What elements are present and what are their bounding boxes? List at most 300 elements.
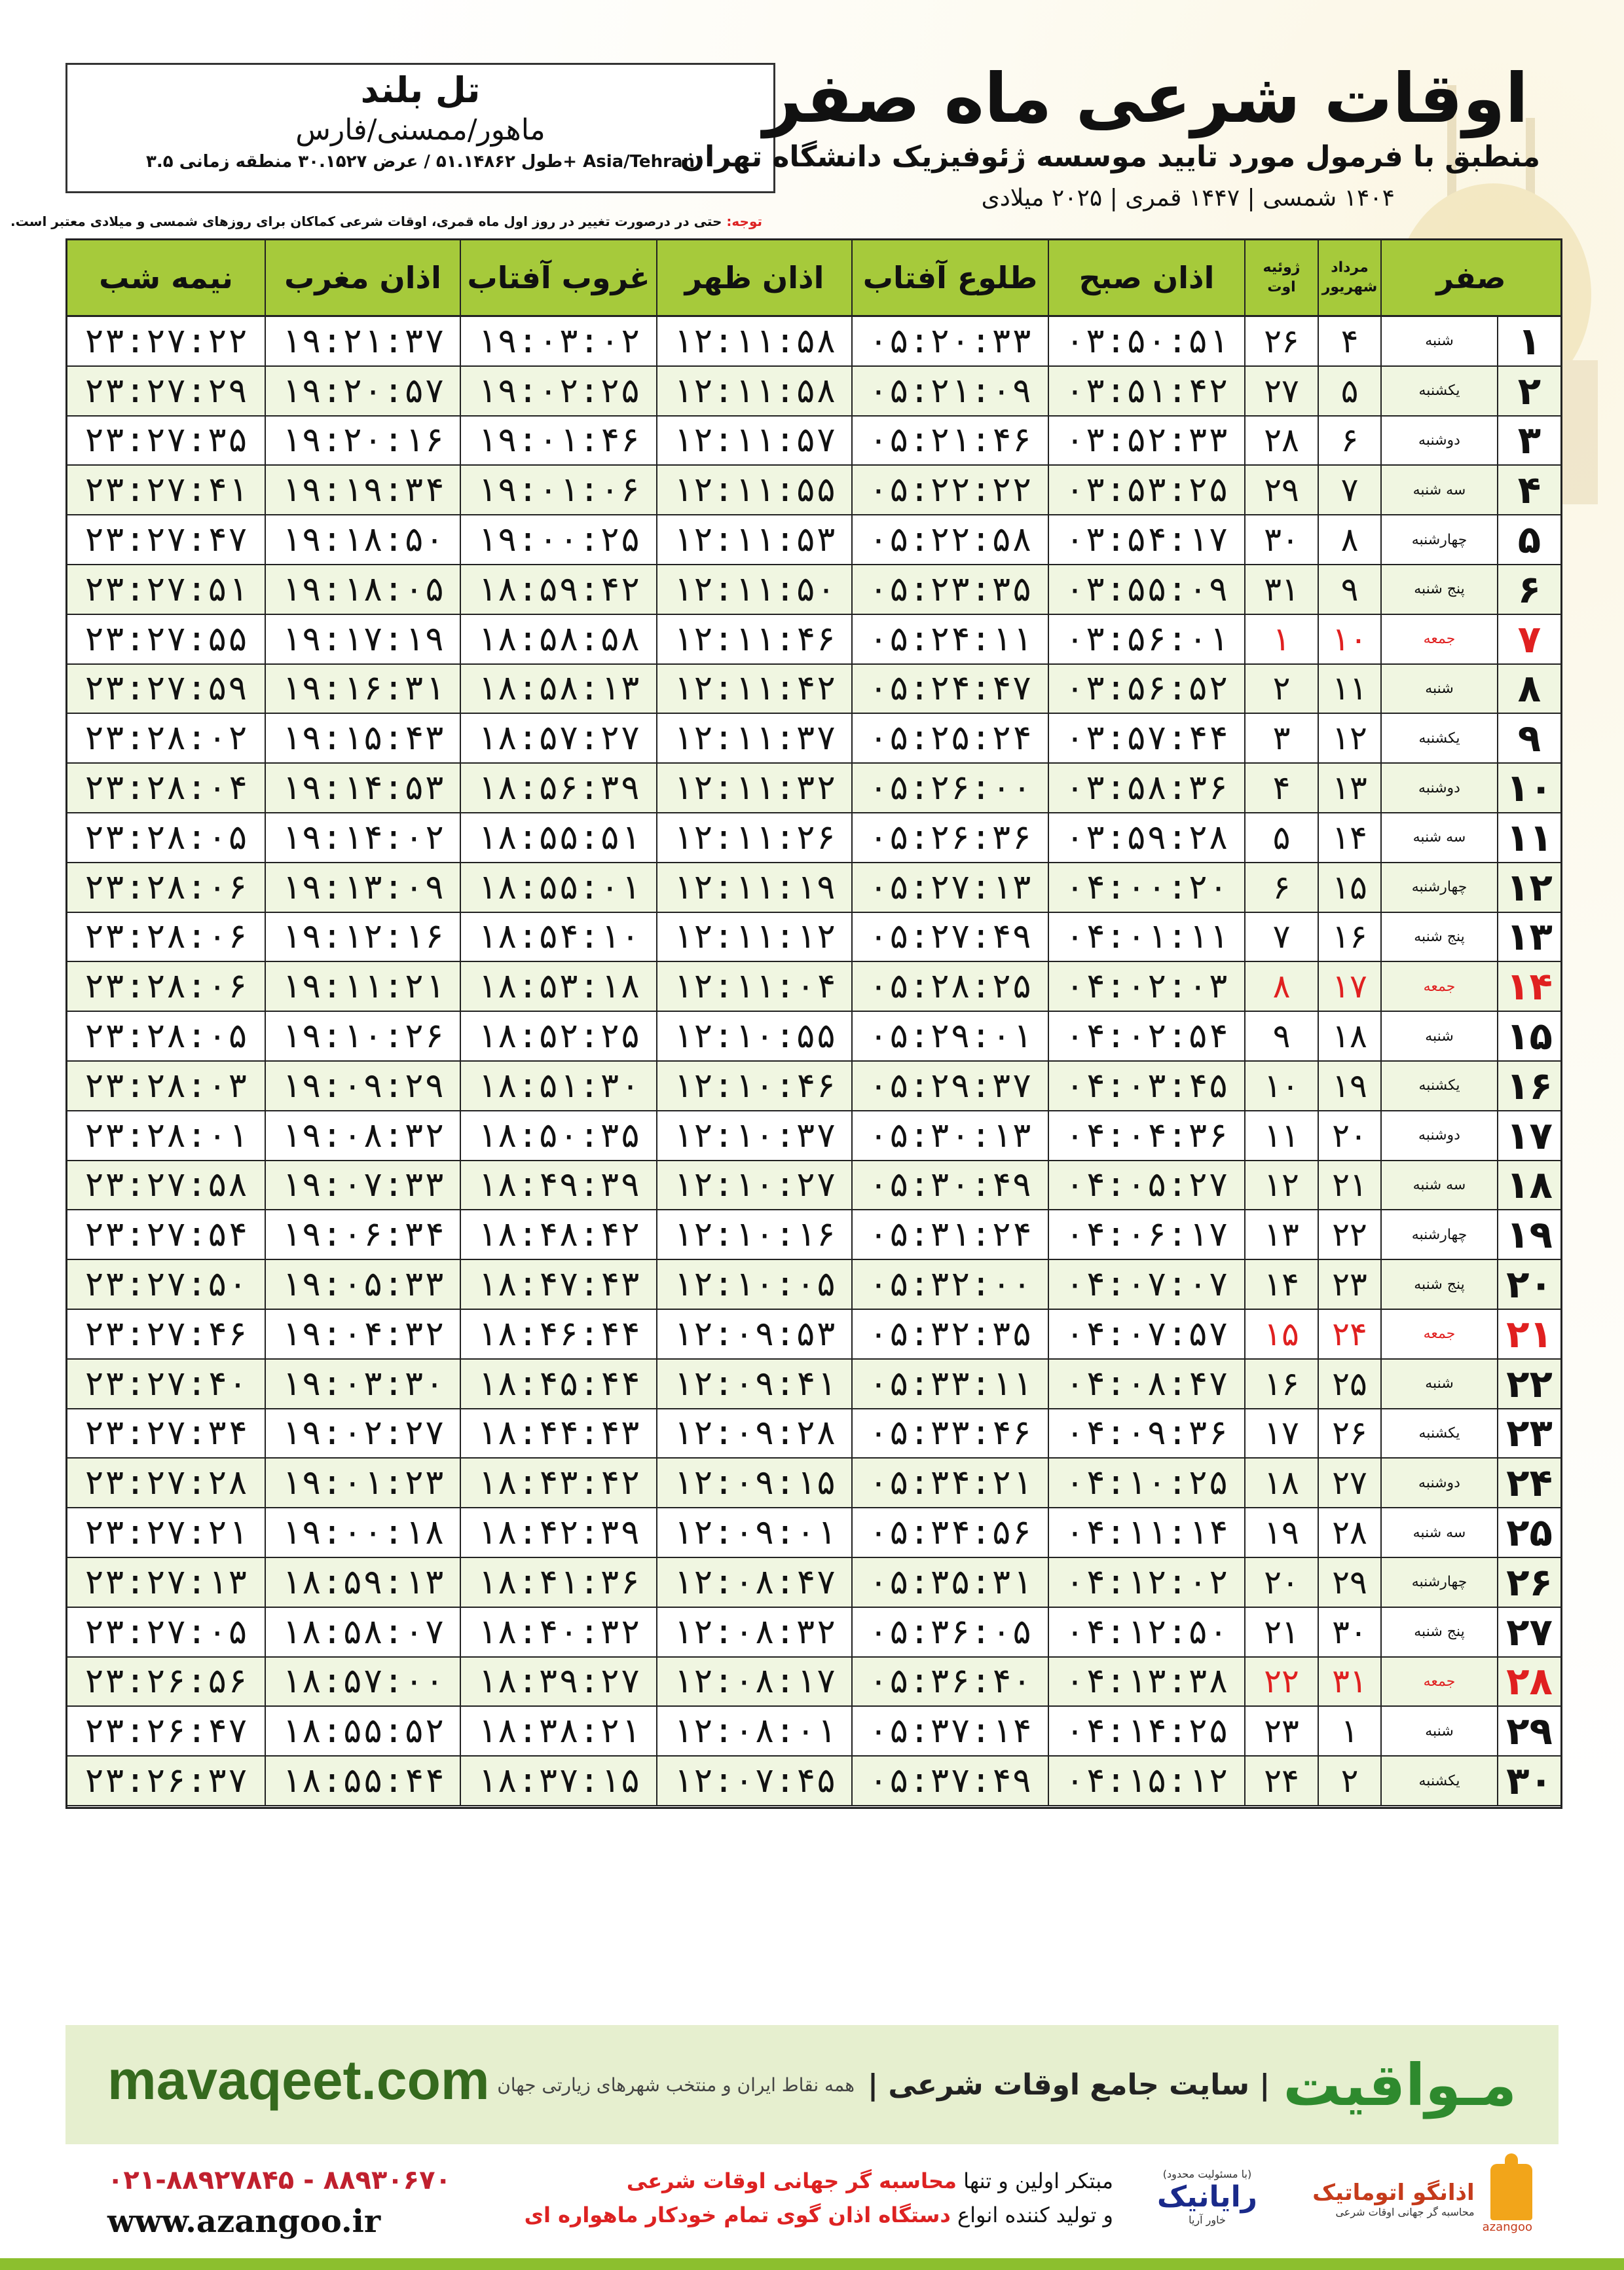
cell-day: ۲۶ <box>1497 1558 1560 1607</box>
cell-midnight: ۲۳:۲۸:۰۶ <box>84 917 248 957</box>
cell-midnight: ۲۳:۲۷:۴۷ <box>84 520 248 560</box>
cell-sh: ۴ <box>1318 317 1380 365</box>
cell-dhuhr: ۱۲:۱۱:۵۰ <box>656 565 851 614</box>
cell-dhuhr: ۱۲:۱۱:۵۵ <box>656 466 851 514</box>
cell-midnight: ۲۳:۲۷:۵۰ <box>84 1265 248 1305</box>
cell-sunrise: ۰۵:۳۶:۴۰ <box>851 1658 1048 1706</box>
cell-sunset: ۱۸:۵۸:۱۳ <box>460 665 656 713</box>
cell-sunset: ۱۹:۰۳:۰۲ <box>460 317 656 365</box>
cell-maghrib: ۱۹:۱۷:۱۹ <box>265 615 460 663</box>
cell-sh: ۳۰ <box>1318 1608 1380 1656</box>
cell-sh: ۲۹ <box>1318 1558 1380 1607</box>
cell-fajr: ۰۴:۰۵:۲۷ <box>1048 1161 1244 1210</box>
cell-fajr: ۰۴:۰۳:۴۵ <box>1048 1062 1244 1110</box>
cell-sunrise: ۰۵:۳۱:۲۴ <box>851 1210 1048 1259</box>
cell-midnight: ۲۳:۲۷:۲۹ <box>84 371 248 411</box>
cell-mi: ۲۱ <box>1244 1608 1318 1656</box>
cell-maghrib: ۱۹:۱۱:۲۱ <box>265 962 460 1011</box>
table-row <box>67 1161 1560 1211</box>
notice-text: حتی در درصورت تغییر در روز اول ماه قمری، اوقات شرعی کماکان برای روزهای شمسی و میلادی معتبر است. <box>10 214 722 229</box>
cell-dhuhr: ۱۲:۱۰:۵۵ <box>656 1012 851 1060</box>
cell-sunset: ۱۸:۴۷:۴۳ <box>460 1260 656 1309</box>
cell-midnight: ۲۳:۲۶:۳۷ <box>84 1761 248 1800</box>
cell-midnight: ۲۳:۲۷:۵۴ <box>84 1215 248 1255</box>
cell-fajr: ۰۴:۱۱:۱۴ <box>1048 1508 1244 1557</box>
cell-sh: ۱۴ <box>1318 813 1380 862</box>
cell-fajr: ۰۴:۰۲:۰۳ <box>1048 962 1244 1011</box>
cell-mi: ۳۱ <box>1244 565 1318 614</box>
cell-sh: ۱ <box>1318 1707 1380 1755</box>
table-row <box>67 764 1560 813</box>
cell-day: ۳ <box>1497 417 1560 465</box>
prayer-times-table <box>65 238 1562 1809</box>
table-row <box>67 367 1560 417</box>
cell-day: ۱ <box>1497 317 1560 365</box>
cell-weekday: شنبه <box>1380 317 1497 365</box>
cell-sh: ۱۰ <box>1318 615 1380 663</box>
cell-dhuhr: ۱۲:۱۰:۲۷ <box>656 1161 851 1210</box>
azangoo-url[interactable]: www.azangoo.ir <box>107 2203 381 2240</box>
cell-maghrib: ۱۹:۰۴:۳۲ <box>265 1310 460 1358</box>
cell-dhuhr: ۱۲:۱۱:۴۶ <box>656 615 851 663</box>
cell-sh: ۷ <box>1318 466 1380 514</box>
cell-sunrise: ۰۵:۳۳:۴۶ <box>851 1409 1048 1458</box>
azangoo-logo <box>1312 2164 1532 2234</box>
cell-sh: ۵ <box>1318 367 1380 415</box>
cell-fajr: ۰۴:۱۰:۲۵ <box>1048 1459 1244 1507</box>
cell-weekday: جمعه <box>1380 1310 1497 1358</box>
calendar-years: ۱۴۰۴ شمسی | ۱۴۴۷ قمری | ۲۰۲۵ میلادی <box>981 185 1395 212</box>
cell-day: ۱۱ <box>1497 813 1560 862</box>
cell-day: ۲۷ <box>1497 1608 1560 1656</box>
cell-sunrise: ۰۵:۲۸:۲۵ <box>851 962 1048 1011</box>
notice <box>10 214 762 229</box>
cell-mi: ۵ <box>1244 813 1318 862</box>
cell-maghrib: ۱۹:۱۸:۰۵ <box>265 565 460 614</box>
cell-fajr: ۰۳:۵۲:۳۳ <box>1048 417 1244 465</box>
cell-fajr: ۰۴:۰۰:۲۰ <box>1048 863 1244 912</box>
cell-midnight: ۲۳:۲۷:۲۱ <box>84 1513 248 1553</box>
cell-mi: ۱۶ <box>1244 1360 1318 1408</box>
table-row <box>67 466 1560 515</box>
cell-mi: ۲۷ <box>1244 367 1318 415</box>
cell-sunrise: ۰۵:۳۷:۴۹ <box>851 1757 1048 1805</box>
cell-sunrise: ۰۵:۲۶:۳۶ <box>851 813 1048 862</box>
cell-day: ۲۵ <box>1497 1508 1560 1557</box>
cell-sh: ۲۸ <box>1318 1508 1380 1557</box>
brand-logo: مـواقیت <box>1283 2051 1517 2119</box>
table-row <box>67 1757 1560 1806</box>
cell-mi: ۲۳ <box>1244 1707 1318 1755</box>
cell-fajr: ۰۴:۰۶:۱۷ <box>1048 1210 1244 1259</box>
promo-1b: محاسبه گر جهانی اوقات شرعی <box>626 2168 957 2193</box>
cell-weekday: چهارشنبه <box>1380 1210 1497 1259</box>
cell-day: ۱۶ <box>1497 1062 1560 1110</box>
cell-sunset: ۱۸:۳۹:۲۷ <box>460 1658 656 1706</box>
cell-mi: ۱۹ <box>1244 1508 1318 1557</box>
col-shamsi <box>1318 240 1380 315</box>
cell-sunrise: ۰۵:۳۴:۲۱ <box>851 1459 1048 1507</box>
cell-fajr: ۰۳:۵۳:۲۵ <box>1048 466 1244 514</box>
table-row <box>67 317 1560 367</box>
cell-fajr: ۰۴:۱۲:۰۲ <box>1048 1558 1244 1607</box>
table-row <box>67 1210 1560 1260</box>
cell-sh: ۶ <box>1318 417 1380 465</box>
cell-sunrise: ۰۵:۳۲:۰۰ <box>851 1260 1048 1309</box>
promo-1a: مبتکر اولین و تنها <box>956 2168 1113 2193</box>
cell-midnight: ۲۳:۲۷:۵۱ <box>84 569 248 609</box>
table-row <box>67 1409 1560 1459</box>
cell-fajr: ۰۴:۰۷:۰۷ <box>1048 1260 1244 1309</box>
cell-weekday: پنج شنبه <box>1380 1608 1497 1656</box>
cell-sunset: ۱۸:۵۹:۴۲ <box>460 565 656 614</box>
cell-weekday: سه شنبه <box>1380 1508 1497 1557</box>
cell-weekday: جمعه <box>1380 615 1497 663</box>
cell-dhuhr: ۱۲:۰۹:۴۱ <box>656 1360 851 1408</box>
cell-sunset: ۱۸:۴۳:۴۲ <box>460 1459 656 1507</box>
col-safar: صفر <box>1380 240 1560 315</box>
brand-line <box>497 2051 1517 2119</box>
cell-sunset: ۱۸:۴۸:۴۲ <box>460 1210 656 1259</box>
col-miladi-1: ژوئیه <box>1263 259 1301 276</box>
cell-midnight: ۲۳:۲۶:۵۶ <box>84 1662 248 1702</box>
rayanik-sub: خاور آریا <box>1189 2214 1226 2226</box>
cell-sunrise: ۰۵:۲۷:۴۹ <box>851 913 1048 961</box>
cell-day: ۴ <box>1497 466 1560 514</box>
promo-2a: و تولید کننده انواع <box>950 2203 1113 2227</box>
cell-midnight: ۲۳:۲۸:۰۴ <box>84 768 248 808</box>
cell-sunset: ۱۹:۰۰:۲۵ <box>460 515 656 564</box>
cell-midnight: ۲۳:۲۷:۵۸ <box>84 1165 248 1205</box>
cell-day: ۲۸ <box>1497 1658 1560 1706</box>
cell-dhuhr: ۱۲:۱۰:۰۵ <box>656 1260 851 1309</box>
col-shamsi-2: شهریور <box>1321 279 1378 295</box>
cell-sh: ۱۹ <box>1318 1062 1380 1110</box>
cell-day: ۱۰ <box>1497 764 1560 812</box>
cell-day: ۳۰ <box>1497 1757 1560 1805</box>
page-title: اوقات شرعی ماه صفر <box>763 58 1528 138</box>
cell-mi: ۸ <box>1244 962 1318 1011</box>
cell-fajr: ۰۴:۱۳:۳۸ <box>1048 1658 1244 1706</box>
cell-sh: ۲۳ <box>1318 1260 1380 1309</box>
table-row <box>67 1111 1560 1161</box>
cell-maghrib: ۱۹:۲۰:۵۷ <box>265 367 460 415</box>
cell-midnight: ۲۳:۲۷:۵۹ <box>84 669 248 709</box>
cell-sunrise: ۰۵:۲۱:۰۹ <box>851 367 1048 415</box>
table-row <box>67 1260 1560 1310</box>
cell-sunrise: ۰۵:۲۲:۲۲ <box>851 466 1048 514</box>
rayanik-name: رایانیک <box>1157 2180 1257 2214</box>
cell-maghrib: ۱۹:۱۲:۱۶ <box>265 913 460 961</box>
cell-midnight: ۲۳:۲۸:۰۵ <box>84 1016 248 1056</box>
cell-sunset: ۱۸:۵۵:۰۱ <box>460 863 656 912</box>
cell-weekday: یکشنبه <box>1380 1757 1497 1805</box>
table-row <box>67 1012 1560 1062</box>
cell-weekday: شنبه <box>1380 1012 1497 1060</box>
cell-day: ۱۸ <box>1497 1161 1560 1210</box>
rayanik-top: (با مسئولیت محدود) <box>1162 2168 1252 2180</box>
cell-sunrise: ۰۵:۳۵:۳۱ <box>851 1558 1048 1607</box>
cell-maghrib: ۱۹:۲۰:۱۶ <box>265 417 460 465</box>
cell-mi: ۱۲ <box>1244 1161 1318 1210</box>
cell-sunset: ۱۸:۵۴:۱۰ <box>460 913 656 961</box>
cell-fajr: ۰۴:۰۴:۳۶ <box>1048 1111 1244 1160</box>
cell-sunrise: ۰۵:۲۵:۲۴ <box>851 714 1048 762</box>
col-sunset: غروب آفتاب <box>460 240 656 315</box>
cell-sunrise: ۰۵:۳۷:۱۴ <box>851 1707 1048 1755</box>
cell-dhuhr: ۱۲:۰۸:۱۷ <box>656 1658 851 1706</box>
footer-contact <box>65 2155 1559 2246</box>
table-row <box>67 1310 1560 1360</box>
cell-sh: ۲ <box>1318 1757 1380 1805</box>
cell-weekday: پنج شنبه <box>1380 913 1497 961</box>
cell-maghrib: ۱۹:۱۴:۰۲ <box>265 813 460 862</box>
table-row <box>67 1707 1560 1757</box>
table-row <box>67 1508 1560 1558</box>
cell-day: ۲۳ <box>1497 1409 1560 1458</box>
phone-numbers: ۰۲۱-۸۸۹۲۷۸۴۵ - ۸۸۹۳۰۶۷۰ <box>107 2165 451 2195</box>
table-row <box>67 1558 1560 1608</box>
cell-maghrib: ۱۹:۰۳:۳۰ <box>265 1360 460 1408</box>
cell-midnight: ۲۳:۲۷:۲۲ <box>84 321 248 361</box>
azangoo-name: اذانگو اتوماتیک <box>1312 2180 1475 2206</box>
cell-maghrib: ۱۹:۰۱:۲۳ <box>265 1459 460 1507</box>
table-header <box>67 240 1560 317</box>
cell-maghrib: ۱۸:۵۷:۰۰ <box>265 1658 460 1706</box>
cell-sh: ۹ <box>1318 565 1380 614</box>
cell-sunrise: ۰۵:۲۹:۰۱ <box>851 1012 1048 1060</box>
cell-fajr: ۰۴:۰۲:۵۴ <box>1048 1012 1244 1060</box>
cell-midnight: ۲۳:۲۸:۰۶ <box>84 967 248 1007</box>
cell-sh: ۱۲ <box>1318 714 1380 762</box>
cell-sunset: ۱۹:۰۱:۴۶ <box>460 417 656 465</box>
cell-maghrib: ۱۹:۰۹:۲۹ <box>265 1062 460 1110</box>
cell-maghrib: ۱۹:۱۳:۰۹ <box>265 863 460 912</box>
cell-day: ۱۹ <box>1497 1210 1560 1259</box>
cell-weekday: دوشنبه <box>1380 764 1497 812</box>
cell-mi: ۲۸ <box>1244 417 1318 465</box>
table-row <box>67 813 1560 863</box>
cell-maghrib: ۱۹:۲۱:۳۷ <box>265 317 460 365</box>
cell-dhuhr: ۱۲:۱۰:۳۷ <box>656 1111 851 1160</box>
cell-maghrib: ۱۸:۵۵:۴۴ <box>265 1757 460 1805</box>
brand-sub: همه نقاط ایران و منتخب شهرهای زیارتی جهان <box>497 2074 855 2096</box>
cell-fajr: ۰۴:۱۲:۵۰ <box>1048 1608 1244 1656</box>
cell-weekday: چهارشنبه <box>1380 863 1497 912</box>
cell-dhuhr: ۱۲:۰۸:۴۷ <box>656 1558 851 1607</box>
cell-mi: ۱ <box>1244 615 1318 663</box>
cell-maghrib: ۱۹:۱۰:۲۶ <box>265 1012 460 1060</box>
table-row <box>67 714 1560 764</box>
cell-maghrib: ۱۹:۱۴:۵۳ <box>265 764 460 812</box>
cell-maghrib: ۱۹:۰۶:۳۴ <box>265 1210 460 1259</box>
cell-midnight: ۲۳:۲۷:۴۰ <box>84 1364 248 1404</box>
cell-weekday: دوشنبه <box>1380 1111 1497 1160</box>
cell-sunset: ۱۸:۵۵:۵۱ <box>460 813 656 862</box>
cell-sunrise: ۰۵:۲۲:۵۸ <box>851 515 1048 564</box>
cell-sh: ۲۷ <box>1318 1459 1380 1507</box>
cell-maghrib: ۱۸:۵۸:۰۷ <box>265 1608 460 1656</box>
footer-banner <box>65 2025 1559 2144</box>
location-box <box>65 63 775 193</box>
cell-midnight: ۲۳:۲۸:۰۱ <box>84 1115 248 1155</box>
cell-fajr: ۰۳:۵۵:۰۹ <box>1048 565 1244 614</box>
table-row <box>67 1459 1560 1508</box>
cell-sunset: ۱۹:۰۱:۰۶ <box>460 466 656 514</box>
bottom-accent-bar <box>0 2258 1624 2270</box>
cell-mi: ۱۱ <box>1244 1111 1318 1160</box>
cell-day: ۱۴ <box>1497 962 1560 1011</box>
cell-sh: ۱۷ <box>1318 962 1380 1011</box>
cell-weekday: شنبه <box>1380 665 1497 713</box>
cell-mi: ۱۷ <box>1244 1409 1318 1458</box>
cell-fajr: ۰۳:۵۹:۲۸ <box>1048 813 1244 862</box>
site-url[interactable]: mavaqeet.com <box>107 2049 490 2111</box>
cell-mi: ۷ <box>1244 913 1318 961</box>
cell-dhuhr: ۱۲:۱۱:۴۲ <box>656 665 851 713</box>
cell-weekday: شنبه <box>1380 1360 1497 1408</box>
cell-dhuhr: ۱۲:۰۸:۰۱ <box>656 1707 851 1755</box>
cell-sunrise: ۰۵:۳۳:۱۱ <box>851 1360 1048 1408</box>
table-row <box>67 962 1560 1012</box>
cell-day: ۸ <box>1497 665 1560 713</box>
cell-maghrib: ۱۹:۱۸:۵۰ <box>265 515 460 564</box>
table-row <box>67 565 1560 615</box>
cell-midnight: ۲۳:۲۷:۳۴ <box>84 1413 248 1453</box>
cell-midnight: ۲۳:۲۸:۰۶ <box>84 867 248 907</box>
cell-maghrib: ۱۹:۰۰:۱۸ <box>265 1508 460 1557</box>
cell-sunset: ۱۸:۴۴:۴۳ <box>460 1409 656 1458</box>
col-dhuhr: اذان ظهر <box>656 240 851 315</box>
cell-midnight: ۲۳:۲۸:۰۵ <box>84 817 248 857</box>
cell-weekday: دوشنبه <box>1380 417 1497 465</box>
cell-day: ۲۴ <box>1497 1459 1560 1507</box>
cell-midnight: ۲۳:۲۷:۴۱ <box>84 470 248 510</box>
cell-weekday: جمعه <box>1380 1658 1497 1706</box>
cell-weekday: یکشنبه <box>1380 714 1497 762</box>
cell-fajr: ۰۴:۱۴:۲۵ <box>1048 1707 1244 1755</box>
cell-sunset: ۱۸:۳۸:۲۱ <box>460 1707 656 1755</box>
cell-dhuhr: ۱۲:۱۱:۵۳ <box>656 515 851 564</box>
cell-dhuhr: ۱۲:۱۰:۴۶ <box>656 1062 851 1110</box>
cell-dhuhr: ۱۲:۱۱:۵۷ <box>656 417 851 465</box>
cell-fajr: ۰۳:۵۸:۳۶ <box>1048 764 1244 812</box>
cell-weekday: سه شنبه <box>1380 1161 1497 1210</box>
cell-maghrib: ۱۹:۱۵:۴۳ <box>265 714 460 762</box>
cell-mi: ۱۳ <box>1244 1210 1318 1259</box>
cell-sunset: ۱۸:۵۰:۳۵ <box>460 1111 656 1160</box>
cell-dhuhr: ۱۲:۰۹:۲۸ <box>656 1409 851 1458</box>
cell-weekday: پنج شنبه <box>1380 1260 1497 1309</box>
cell-day: ۷ <box>1497 615 1560 663</box>
cell-mi: ۲۴ <box>1244 1757 1318 1805</box>
cell-sunrise: ۰۵:۲۴:۴۷ <box>851 665 1048 713</box>
cell-day: ۹ <box>1497 714 1560 762</box>
table-row <box>67 913 1560 963</box>
cell-midnight: ۲۳:۲۶:۴۷ <box>84 1711 248 1751</box>
table-row <box>67 417 1560 466</box>
cell-dhuhr: ۱۲:۱۱:۱۹ <box>656 863 851 912</box>
cell-mi: ۴ <box>1244 764 1318 812</box>
cell-sunset: ۱۸:۴۹:۳۹ <box>460 1161 656 1210</box>
cell-weekday: چهارشنبه <box>1380 515 1497 564</box>
cell-mi: ۲۲ <box>1244 1658 1318 1706</box>
page-subtitle: منطبق با فرمول مورد تایید موسسه ژئوفیزیک دانشگاه تهران <box>680 140 1540 174</box>
cell-sunset: ۱۸:۴۱:۳۶ <box>460 1558 656 1607</box>
cell-dhuhr: ۱۲:۰۹:۱۵ <box>656 1459 851 1507</box>
cell-sh: ۱۸ <box>1318 1012 1380 1060</box>
cell-fajr: ۰۳:۵۷:۴۴ <box>1048 714 1244 762</box>
cell-fajr: ۰۴:۰۱:۱۱ <box>1048 913 1244 961</box>
cell-dhuhr: ۱۲:۱۱:۳۲ <box>656 764 851 812</box>
cell-mi: ۱۰ <box>1244 1062 1318 1110</box>
cell-weekday: چهارشنبه <box>1380 1558 1497 1607</box>
cell-maghrib: ۱۹:۱۹:۳۴ <box>265 466 460 514</box>
cell-day: ۱۳ <box>1497 913 1560 961</box>
cell-day: ۶ <box>1497 565 1560 614</box>
cell-dhuhr: ۱۲:۰۹:۰۱ <box>656 1508 851 1557</box>
table-row <box>67 665 1560 715</box>
cell-sunrise: ۰۵:۳۰:۴۹ <box>851 1161 1048 1210</box>
col-miladi <box>1244 240 1318 315</box>
col-miladi-2: اوت <box>1267 279 1296 295</box>
cell-sunrise: ۰۵:۲۰:۳۳ <box>851 317 1048 365</box>
cell-day: ۵ <box>1497 515 1560 564</box>
location-coords: طول ۵۱.۱۴۸۶۲ / عرض ۳۰.۱۵۲۷ منطقه زمانی ۳.۵+ Asia/Tehran <box>146 152 695 172</box>
cell-day: ۲۱ <box>1497 1310 1560 1358</box>
cell-weekday: یکشنبه <box>1380 1062 1497 1110</box>
cell-sh: ۲۶ <box>1318 1409 1380 1458</box>
cell-sh: ۱۶ <box>1318 913 1380 961</box>
cell-dhuhr: ۱۲:۱۱:۱۲ <box>656 913 851 961</box>
cell-sh: ۲۱ <box>1318 1161 1380 1210</box>
cell-day: ۲۹ <box>1497 1707 1560 1755</box>
table-row <box>67 1062 1560 1111</box>
cell-sunrise: ۰۵:۲۳:۳۵ <box>851 565 1048 614</box>
cell-midnight: ۲۳:۲۷:۴۶ <box>84 1314 248 1354</box>
cell-dhuhr: ۱۲:۱۱:۳۷ <box>656 714 851 762</box>
cell-sunset: ۱۸:۵۲:۲۵ <box>460 1012 656 1060</box>
cell-midnight: ۲۳:۲۷:۳۵ <box>84 420 248 460</box>
cell-sunset: ۱۸:۵۷:۲۷ <box>460 714 656 762</box>
cell-mi: ۳ <box>1244 714 1318 762</box>
cell-weekday: دوشنبه <box>1380 1459 1497 1507</box>
col-maghrib: اذان مغرب <box>265 240 460 315</box>
promo-text <box>458 2164 1113 2232</box>
cell-sunset: ۱۹:۰۲:۲۵ <box>460 367 656 415</box>
table-row <box>67 1608 1560 1658</box>
cell-maghrib: ۱۸:۵۵:۵۲ <box>265 1707 460 1755</box>
cell-sunset: ۱۸:۴۰:۳۲ <box>460 1608 656 1656</box>
cell-midnight: ۲۳:۲۸:۰۲ <box>84 718 248 758</box>
cell-mi: ۹ <box>1244 1012 1318 1060</box>
location-region: ماهور/ممسنی/فارس <box>295 113 545 147</box>
cell-fajr: ۰۴:۰۹:۳۶ <box>1048 1409 1244 1458</box>
cell-maghrib: ۱۹:۰۵:۳۳ <box>265 1260 460 1309</box>
cell-sunrise: ۰۵:۲۴:۱۱ <box>851 615 1048 663</box>
cell-sunrise: ۰۵:۳۶:۰۵ <box>851 1608 1048 1656</box>
cell-midnight: ۲۳:۲۷:۰۵ <box>84 1612 248 1652</box>
cell-fajr: ۰۴:۱۵:۱۲ <box>1048 1757 1244 1805</box>
azangoo-mark-icon <box>1490 2164 1532 2220</box>
cell-mi: ۲ <box>1244 665 1318 713</box>
cell-weekday: جمعه <box>1380 962 1497 1011</box>
cell-sunset: ۱۸:۵۸:۵۸ <box>460 615 656 663</box>
cell-sunset: ۱۸:۵۶:۳۹ <box>460 764 656 812</box>
col-midnight: نیمه شب <box>99 260 233 295</box>
cell-sunset: ۱۸:۵۳:۱۸ <box>460 962 656 1011</box>
cell-mi: ۲۶ <box>1244 317 1318 365</box>
